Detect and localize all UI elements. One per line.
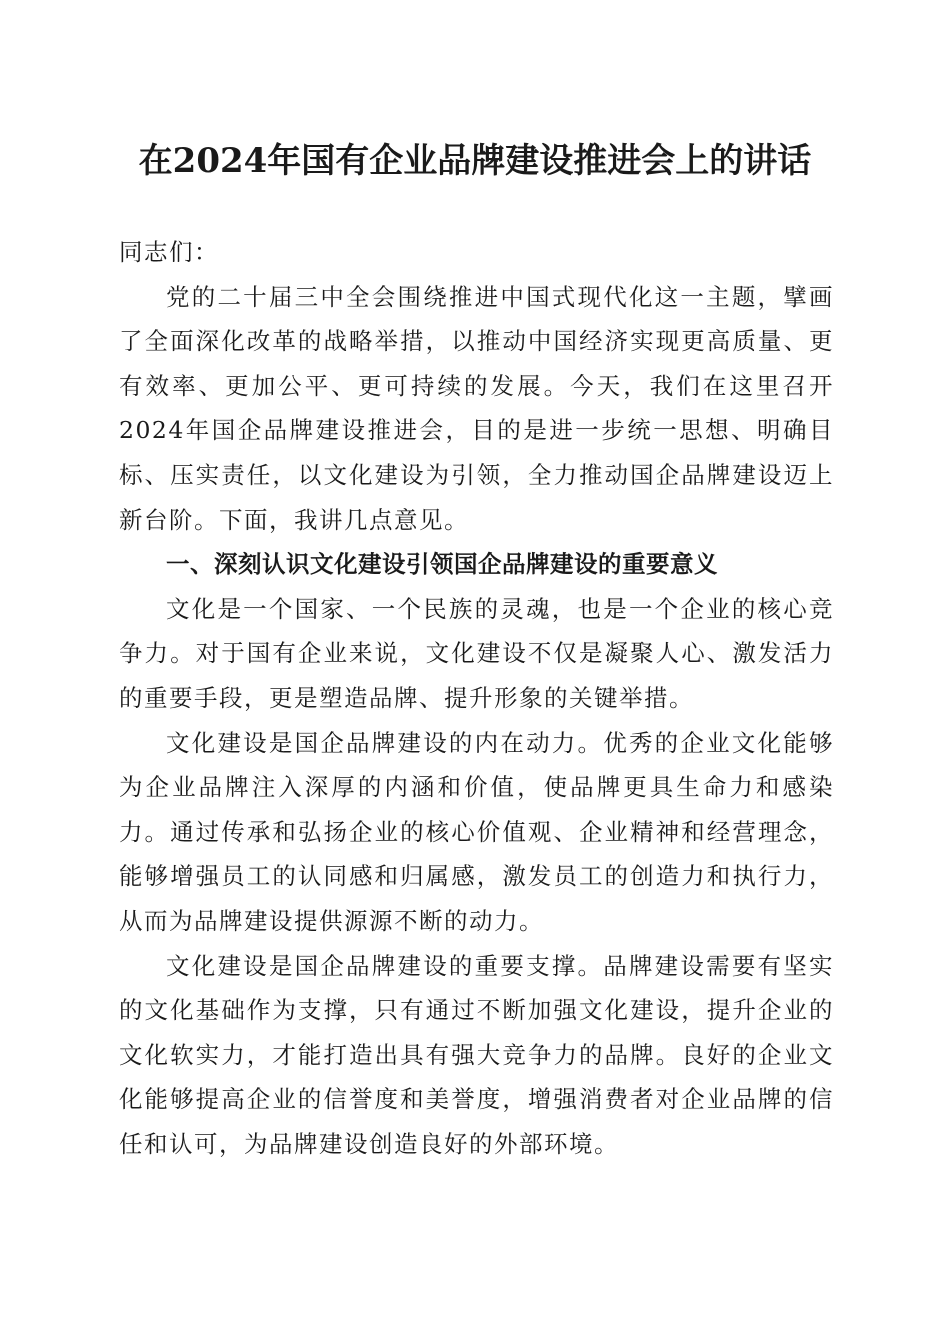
salutation: 同志们： <box>119 238 219 266</box>
document-body <box>119 230 834 1166</box>
intro-paragraph: 党的二十届三中全会围绕推进中国式现代化这一主题，擘画了全面深化改革的战略举措，以推动中国经济实现更高质量、更有效率、更加公平、更可持续的发展。今天，我们在这里召开2024年国企品牌建设推进会，目的是进一步统一思想、明确目标、压实责任，以文化建设为引领，全力推动国企品牌建设迈上新台阶。下面，我讲几点意见。 <box>119 282 834 534</box>
section-heading: 一、深刻认识文化建设引领国企品牌建设的重要意义 <box>166 550 718 579</box>
body-paragraph: 文化建设是国企品牌建设的重要支撑。品牌建设需要有坚实的文化基础作为支撑，只有通过不断加强文化建设，提升企业的文化软实力，才能打造出具有强大竞争力的品牌。良好的企业文化能够提高企业的信誉度和美誉度，增强消费者对企业品牌的信任和认可，为品牌建设创造良好的外部环境。 <box>119 951 834 1158</box>
body-paragraph: 文化是一个国家、一个民族的灵魂，也是一个企业的核心竞争力。对于国有企业来说，文化建设不仅是凝聚人心、激发活力的重要手段，更是塑造品牌、提升形象的关键举措。 <box>119 594 834 712</box>
body-paragraph: 文化建设是国企品牌建设的内在动力。优秀的企业文化能够为企业品牌注入深厚的内涵和价值，使品牌更具生命力和感染力。通过传承和弘扬企业的核心价值观、企业精神和经营理念，能够增强员工的认同感和归属感，激发员工的创造力和执行力，从而为品牌建设提供源源不断的动力。 <box>119 728 834 935</box>
document-title: 在2024年国有企业品牌建设推进会上的讲话 <box>138 141 812 181</box>
